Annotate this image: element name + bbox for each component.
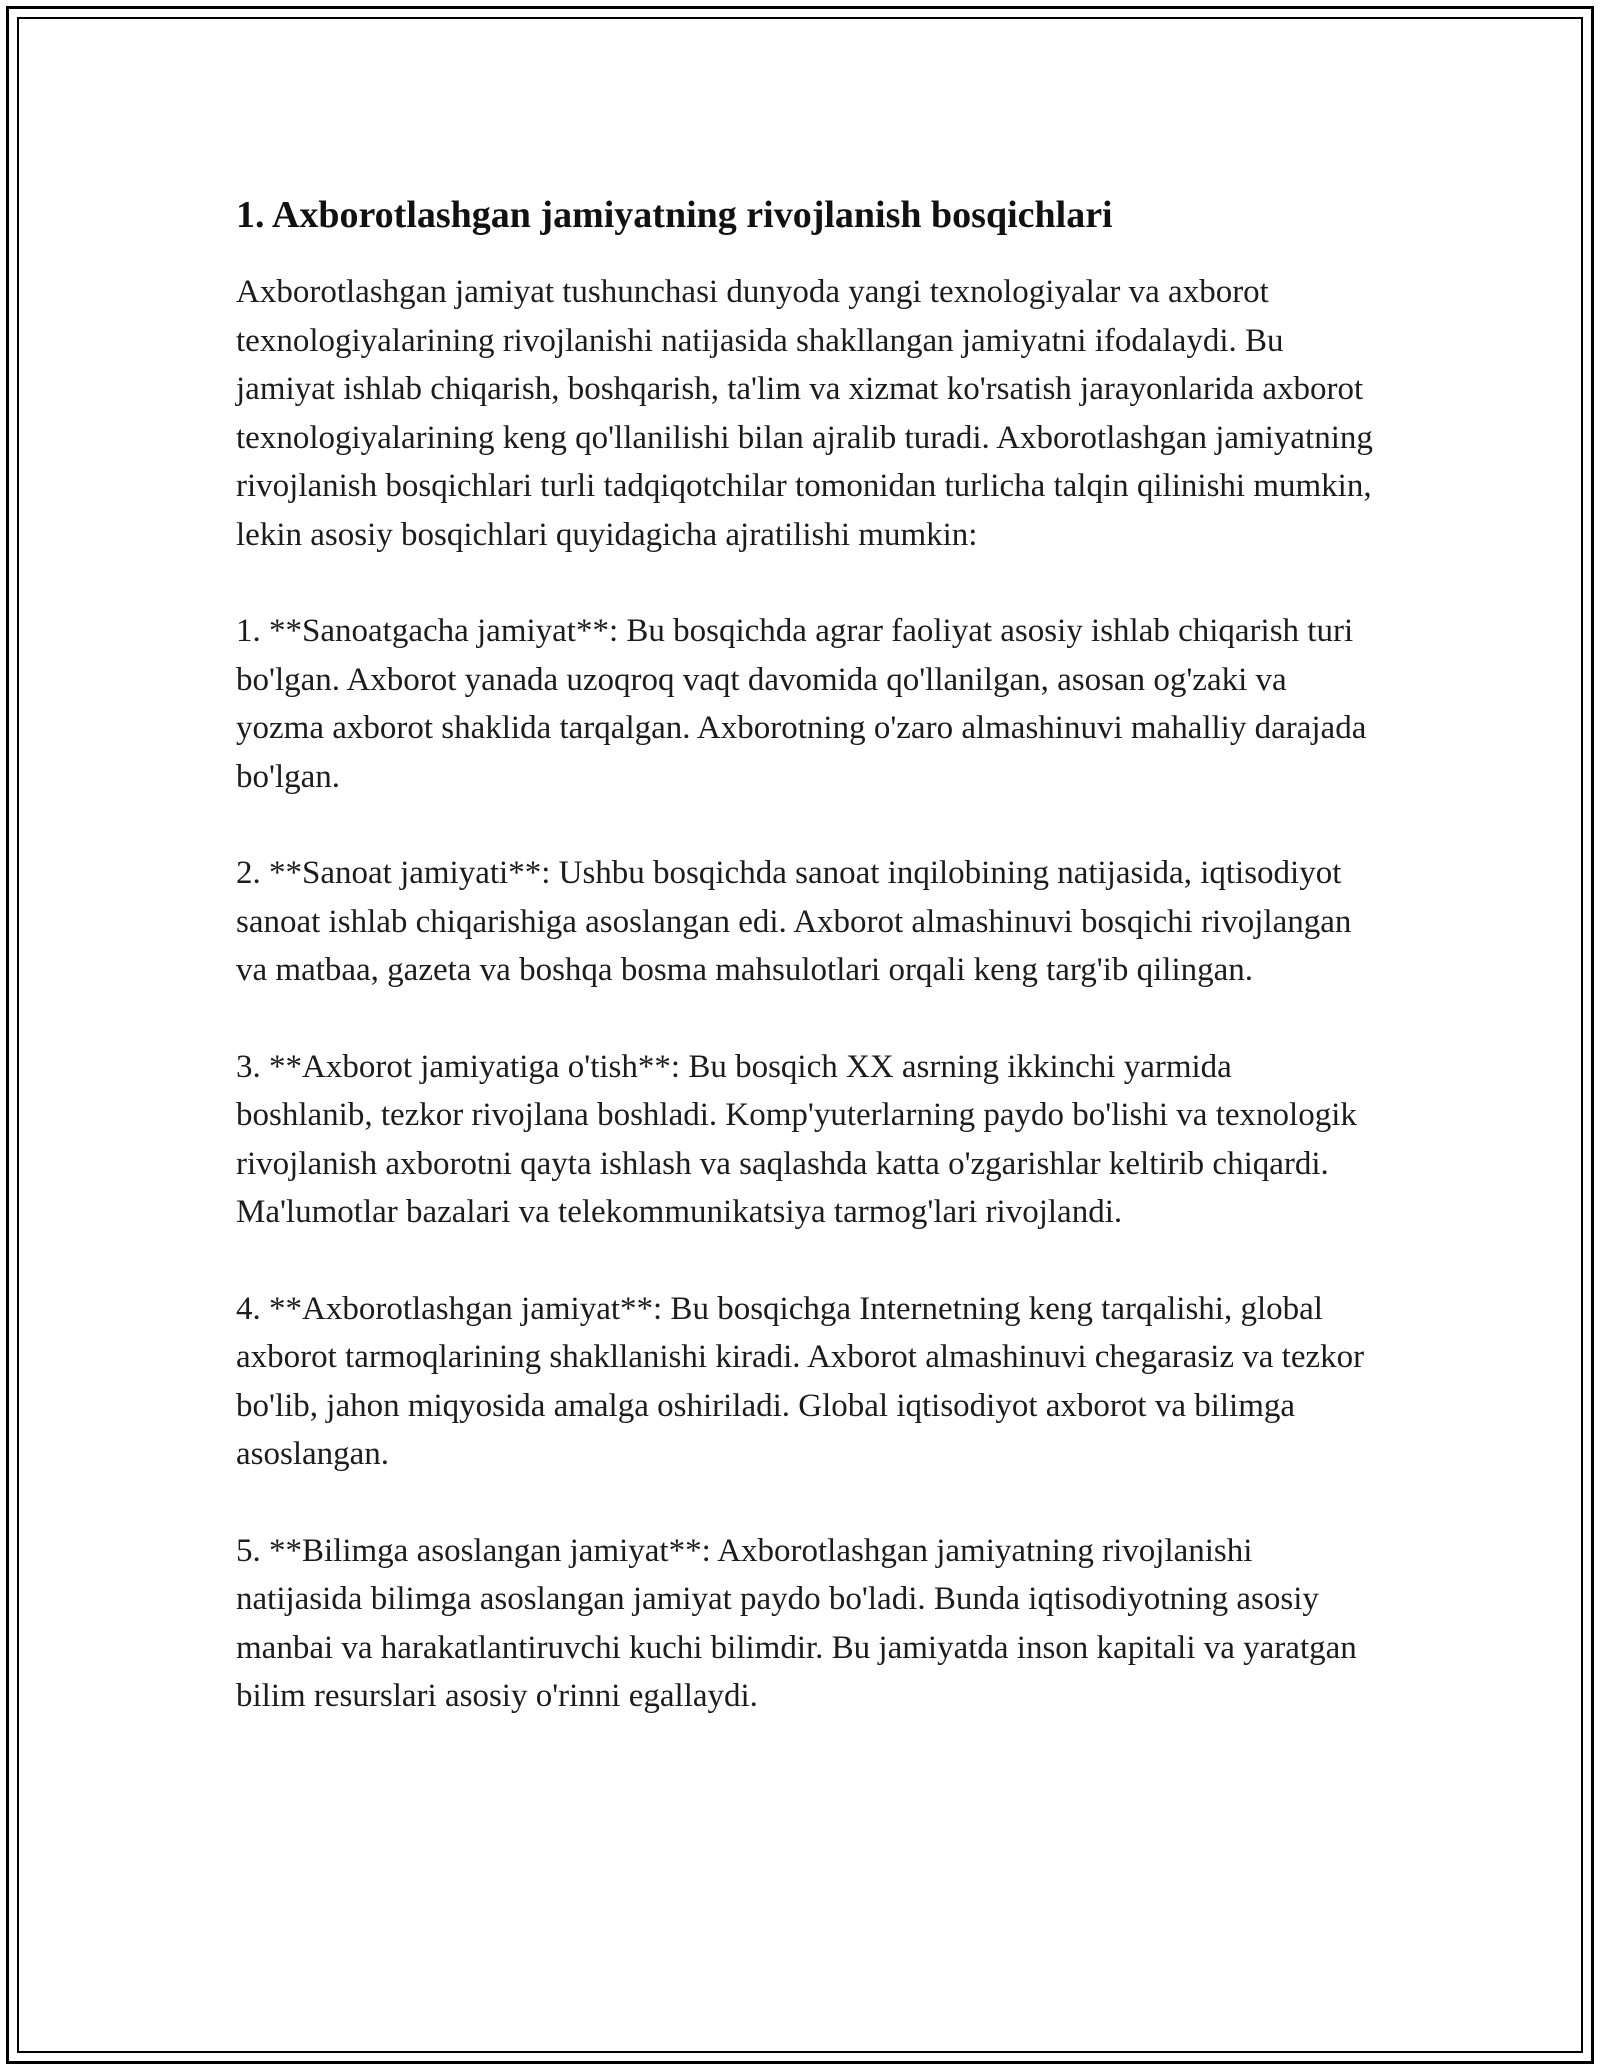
stage-4-paragraph: 4. **Axborotlashgan jamiyat**: Bu bosqichga Internetning keng tarqalishi, global axborot tarmoqlarining shakllanishi kiradi. Axborot almashinuvi chegarasiz va tezkor bo'lib, jahon miqyosida amalga oshiriladi. Global iqtisodiyot axborot va bilimga asoslangan. (236, 1290, 1365, 1472)
stage-1-paragraph: 1. **Sanoatgacha jamiyat**: Bu bosqichda agrar faoliyat asosiy ishlab chiqarish turi bo'lgan. Axborot yanada uzoqroq vaqt davomida qo'llanilgan, asosan og'zaki va yozma axborot shaklida tarqalgan. Axborotning o'zaro almashinuvi mahalliy darajada bo'lgan. (236, 613, 1367, 795)
intro-paragraph: Axborotlashgan jamiyat tushunchasi dunyoda yangi texnologiyalar va axborot texnologiyalarining rivojlanishi natijasida shakllangan jamiyatni ifodalaydi. Bu jamiyat ishlab chiqarish, boshqarish, ta'lim va xizmat ko'rsatish jarayonlarida axborot texnologiyalarining keng qo'llanilishi bilan ajralib turadi. Axborotlashgan jamiyatning rivojlanish bosqichlari turli tadqiqotchilar tomonidan turlicha talqin qilinishi mumkin, lekin asosiy bosqichlari quyidagicha ajratilishi mumkin: (236, 274, 1373, 553)
document-body (236, 188, 1376, 1769)
stage-2-paragraph: 2. **Sanoat jamiyati**: Ushbu bosqichda sanoat inqilobining natijasida, iqtisodiyot sanoat ishlab chiqarishiga asoslangan edi. Axborot almashinuvi bosqichi rivojlangan va matbaa, gazeta va boshqa bosma mahsulotlari orqali keng targ'ib qilingan. (236, 855, 1352, 988)
document-title: 1. Axborotlashgan jamiyatning rivojlanish bosqichlari (236, 194, 1113, 236)
stage-3-paragraph: 3. **Axborot jamiyatiga o'tish**: Bu bosqich XX asrning ikkinchi yarmida boshlanib, tezkor rivojlana boshladi. Komp'yuterlarning paydo bo'lishi va texnologik rivojlanish axborotni qayta ishlash va saqlashda katta o'zgarishlar keltirib chiqardi. Ma'lumotlar bazalari va telekommunikatsiya tarmog'lari rivojlandi. (236, 1048, 1357, 1230)
stage-5-paragraph: 5. **Bilimga asoslangan jamiyat**: Axborotlashgan jamiyatning rivojlanishi natijasida bilimga asoslangan jamiyat paydo bo'ladi. Bunda iqtisodiyotning asosiy manbai va harakatlantiruvchi kuchi bilimdir. Bu jamiyatda inson kapitali va yaratgan bilim resurslari asosiy o'rinni egallaydi. (236, 1532, 1357, 1714)
